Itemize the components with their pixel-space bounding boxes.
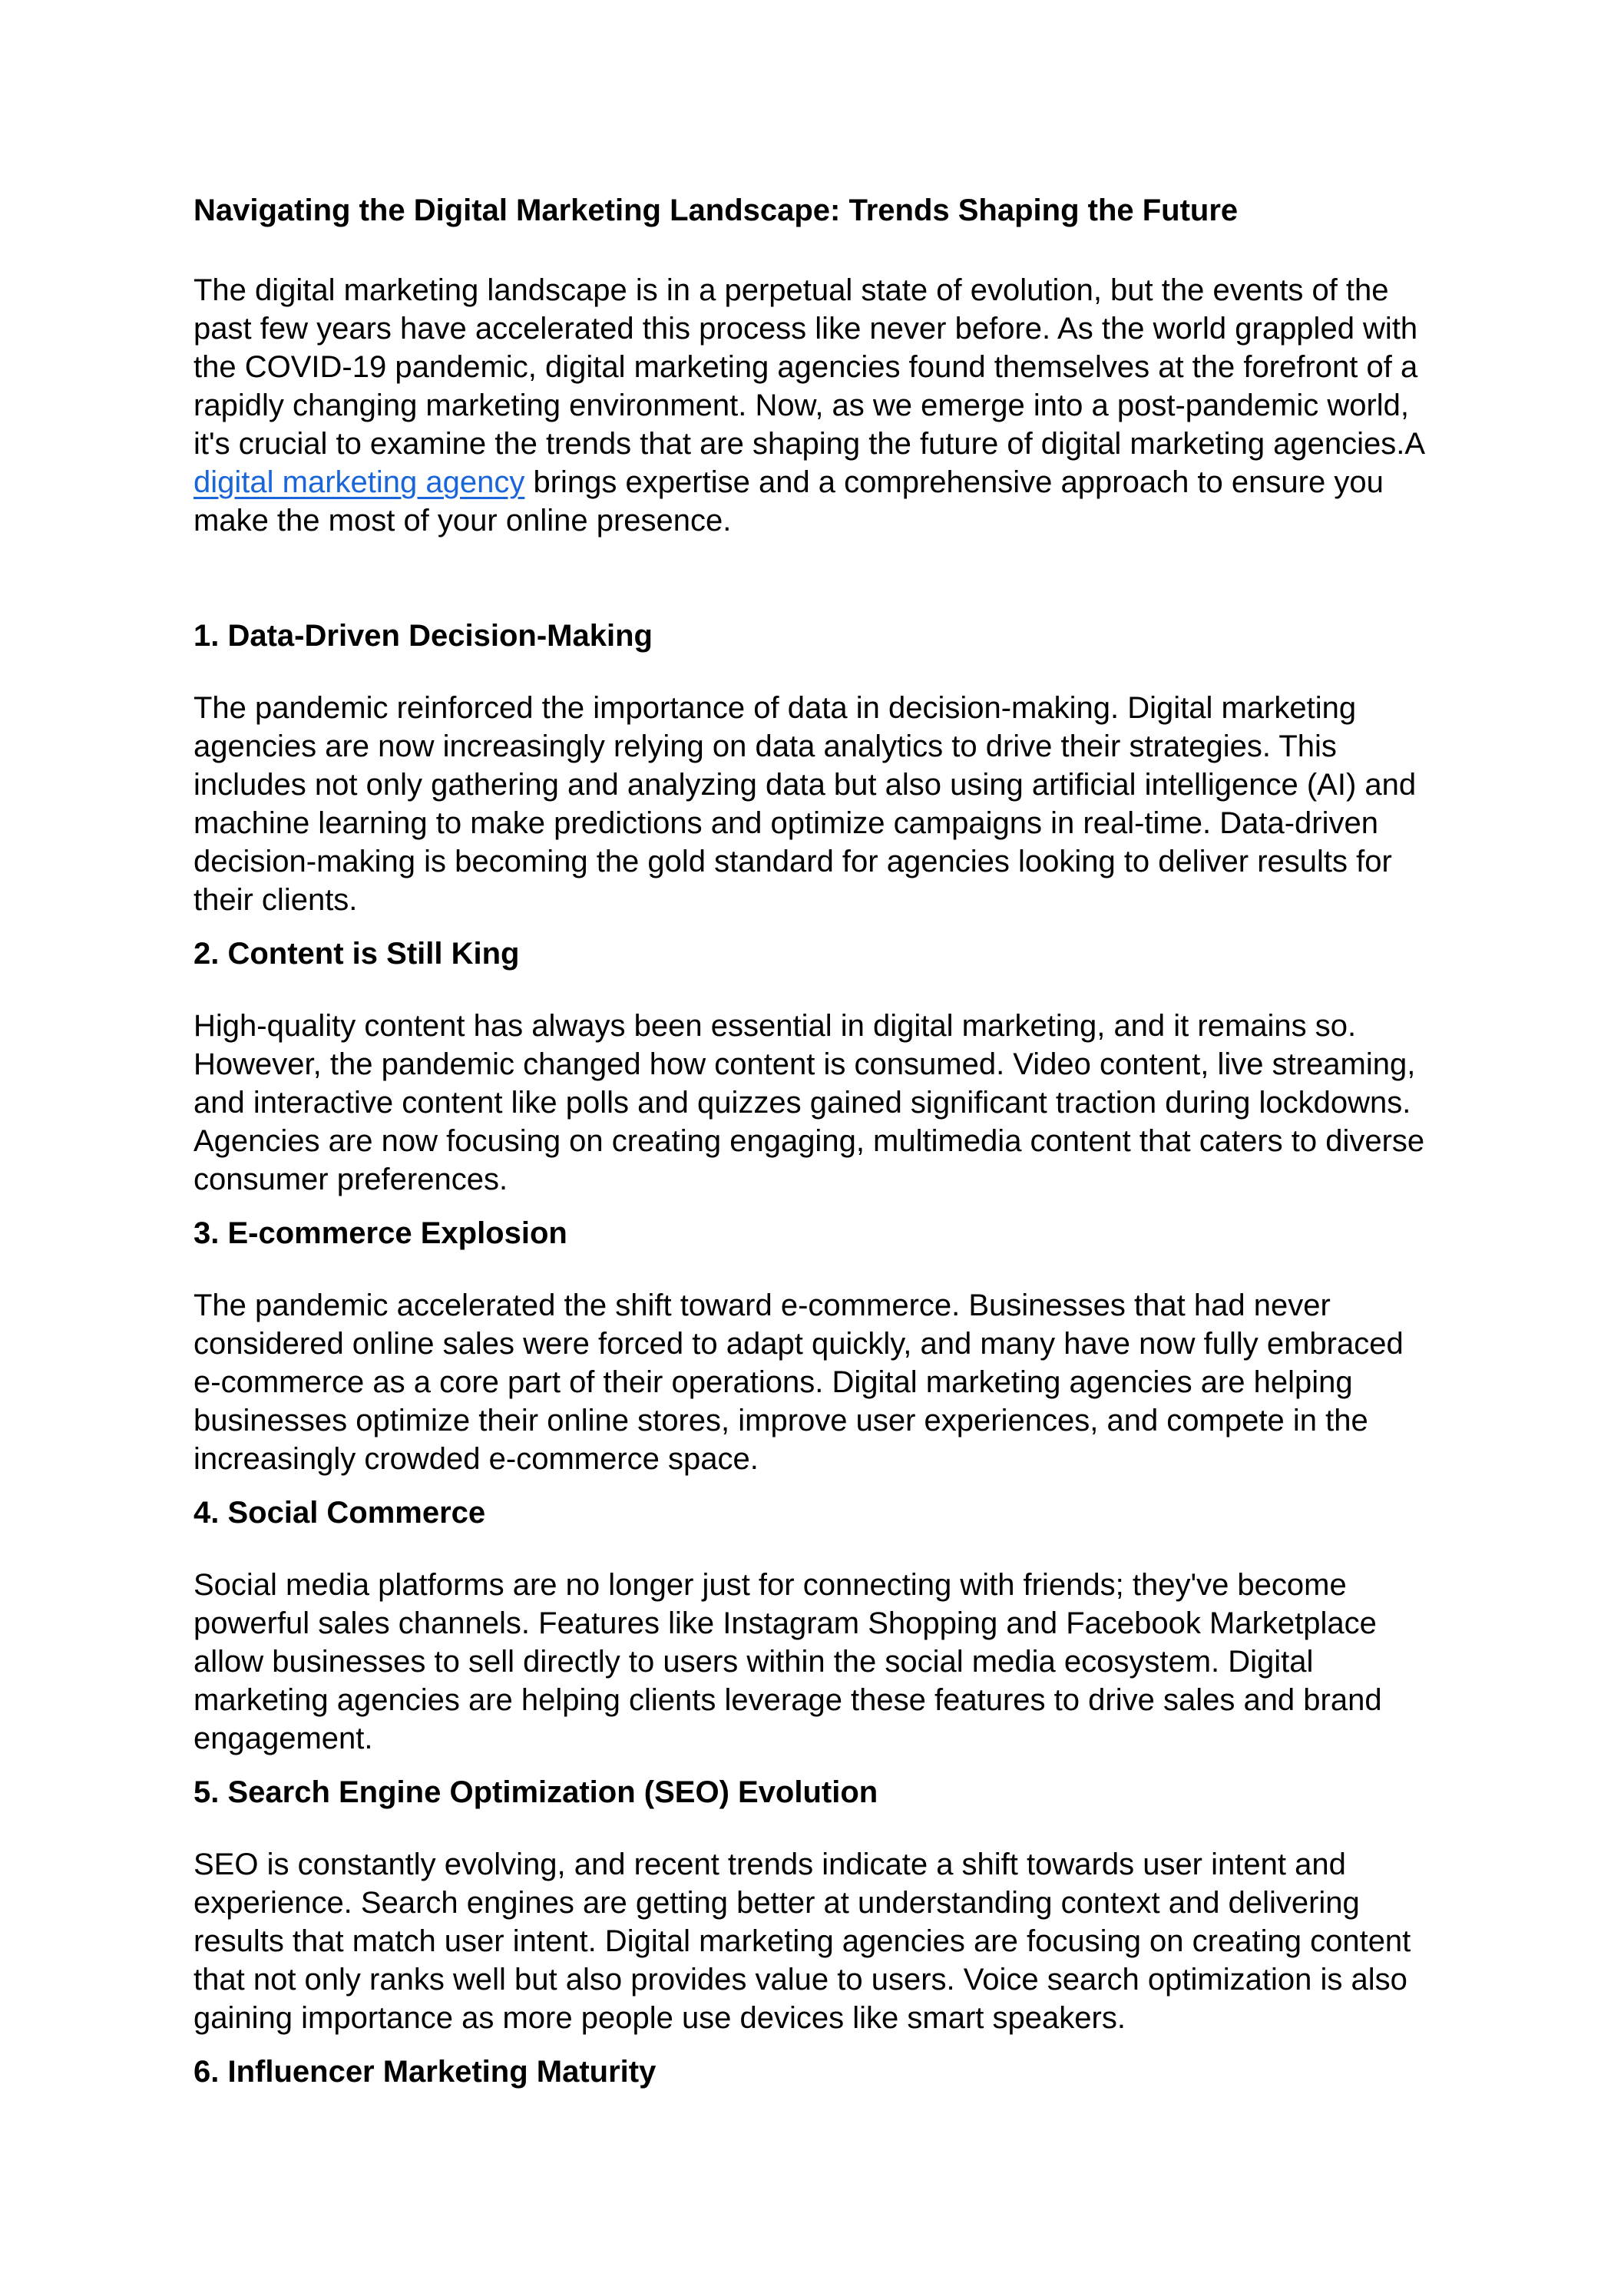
section-heading-social-commerce: 4. Social Commerce bbox=[193, 1496, 486, 1530]
section-heading-seo-evolution: 5. Search Engine Optimization (SEO) Evolution bbox=[193, 1775, 878, 1809]
section-paragraph-data-driven-decision-making: The pandemic reinforced the importance of data in decision-making. Digital marketing agencies are now increasingly relying on data analytics to drive their strategies. This includes not only gathering and analyzing data but also using artificial intelligence (AI) and machine learning to make predictions and optimize campaigns in real-time. Data-driven decision-making is becoming the gold standard for agencies looking to deliver results for their clients. bbox=[193, 691, 1417, 917]
section-heading-e-commerce-explosion: 3. E-commerce Explosion bbox=[193, 1216, 567, 1250]
intro-text-before-link: The digital marketing landscape is in a perpetual state of evolution, but the events of the past few years have accelerated this process like never before. As the world grappled with the COVID-19 pandemic, digital marketing agencies found themselves at the forefront of a rapidly changing marketing environment. Now, as we emerge into a post-pandemic world, it's crucial to examine the trends that are shaping the future of digital marketing agencies.A bbox=[193, 273, 1424, 461]
section-heading-content-is-still-king: 2. Content is Still King bbox=[193, 937, 520, 971]
intro-paragraph bbox=[193, 271, 1431, 540]
section-heading-influencer-marketing-maturity: 6. Influencer Marketing Maturity bbox=[193, 2055, 657, 2089]
digital-marketing-agency-link[interactable]: digital marketing agency bbox=[193, 465, 525, 499]
section-paragraph-seo-evolution: SEO is constantly evolving, and recent trends indicate a shift towards user intent and experience. Search engines are getting better at understanding context and delivering results that match user intent. Digital marketing agencies are focusing on creating content that not only ranks well but also provides value to users. Voice search optimization is also gaining importance as more people use devices like smart speakers. bbox=[193, 1848, 1411, 2035]
section-paragraph-content-is-still-king: High-quality content has always been essential in digital marketing, and it remains so. However, the pandemic changed how content is consumed. Video content, live streaming, and interactive content like polls and quizzes gained significant traction during lockdowns. Agencies are now focusing on creating engaging, multimedia content that caters to diverse consumer preferences. bbox=[193, 1009, 1425, 1196]
section-paragraph-social-commerce: Social media platforms are no longer just for connecting with friends; they've become powerful sales channels. Features like Instagram Shopping and Facebook Marketplace allow businesses to sell directly to users within the social media ecosystem. Digital marketing agencies are helping clients leverage these features to drive sales and brand engagement. bbox=[193, 1568, 1382, 1755]
section-paragraph-e-commerce-explosion: The pandemic accelerated the shift toward e-commerce. Businesses that had never considered online sales were forced to adapt quickly, and many have now fully embraced e-commerce as a core part of their operations. Digital marketing agencies are helping businesses optimize their online stores, improve user experiences, and compete in the increasingly crowded e-commerce space. bbox=[193, 1289, 1404, 1476]
intro-text-after-link: brings expertise and a comprehensive approach to ensure you make the most of your online presence. bbox=[193, 465, 1384, 538]
section-heading-data-driven-decision-making: 1. Data-Driven Decision-Making bbox=[193, 619, 653, 653]
document-title: Navigating the Digital Marketing Landscape: Trends Shaping the Future bbox=[193, 194, 1239, 227]
